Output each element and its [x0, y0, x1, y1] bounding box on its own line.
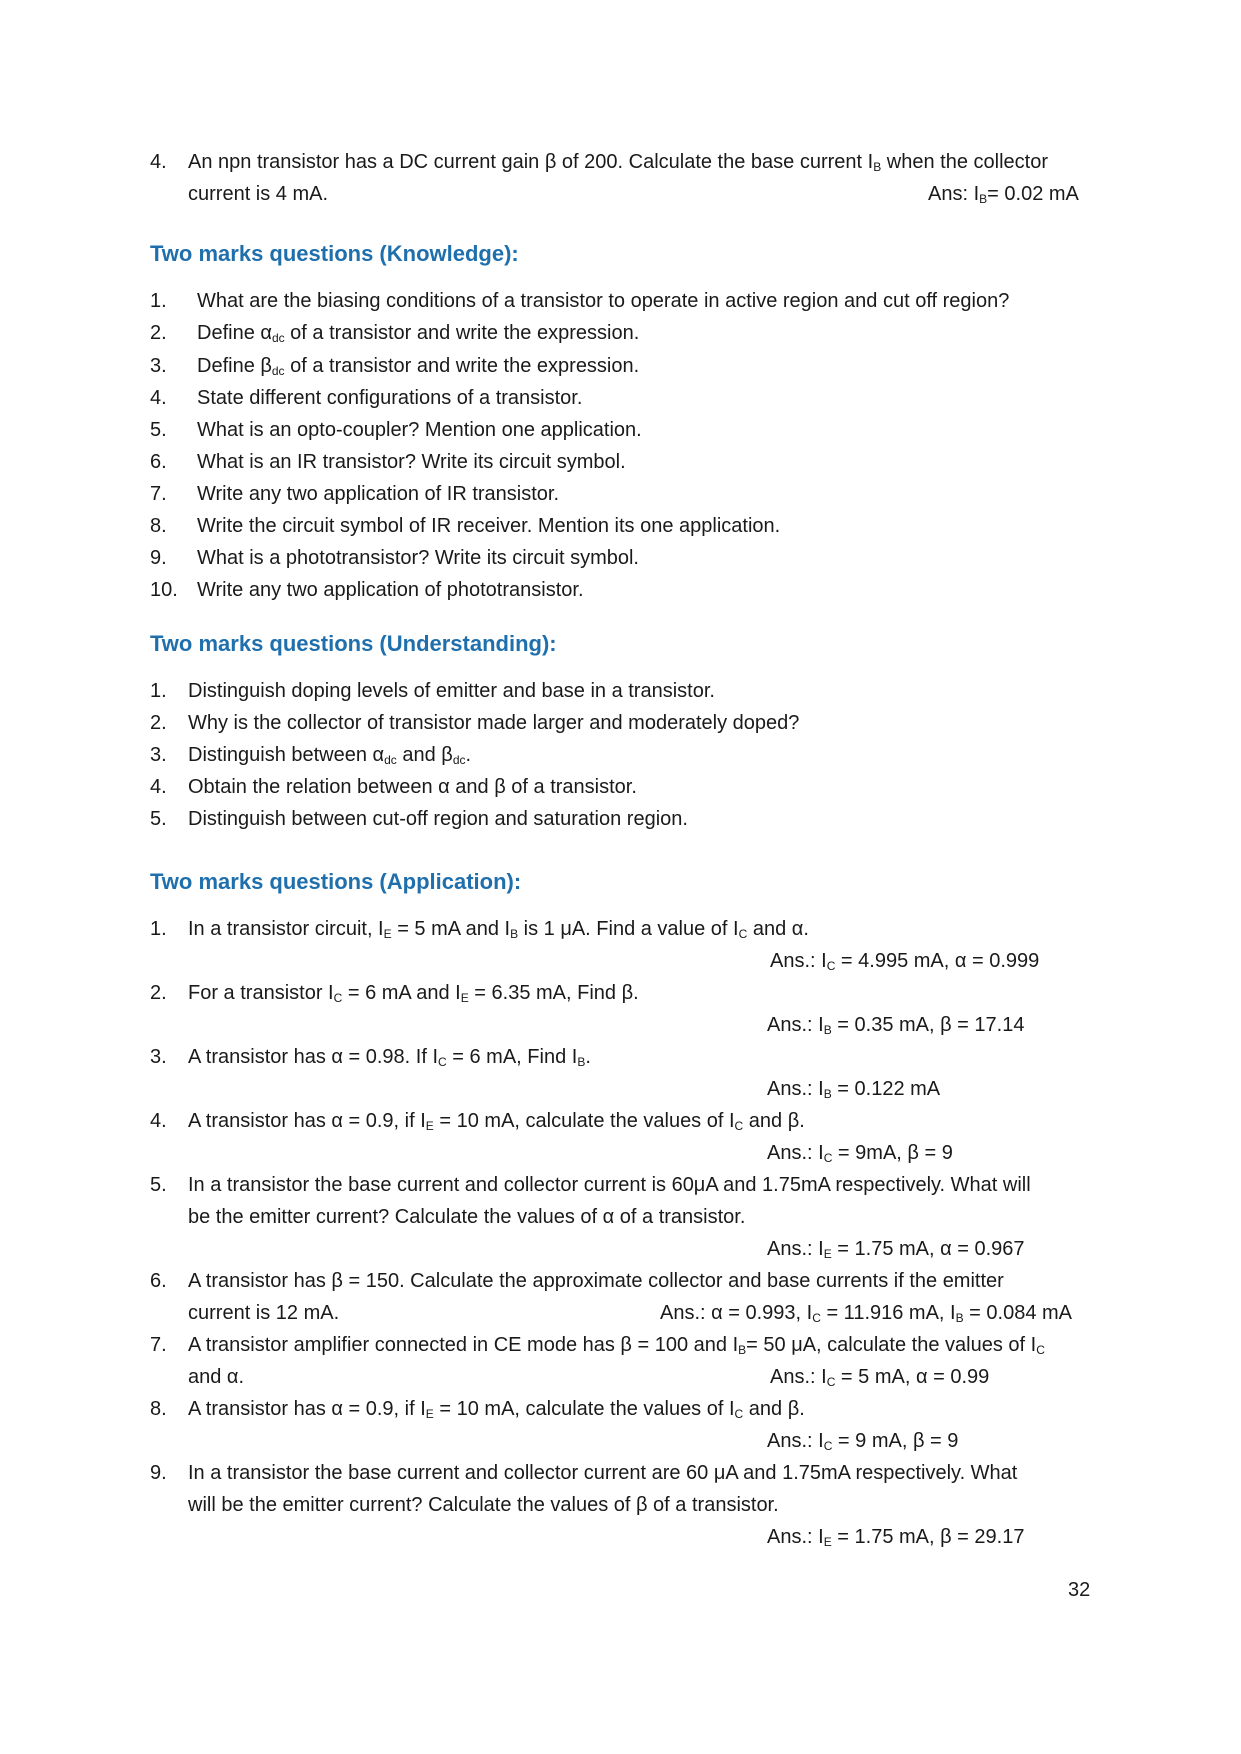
list-item: 6. What is an IR transistor? Write its circuit symbol.	[150, 451, 626, 473]
list-item: 7. A transistor amplifier connected in CE mode has β = 100 and $I_B= 50$ μA, calculate the values of $I_C$	[150, 1334, 1045, 1357]
list-item: 8. A transistor has α = 0.9, if $I_E = 10$ mA, calculate the values of $I_C$ and β.	[150, 1398, 805, 1421]
answer: Ans.: $I_C = 5$ mA, α = 0.99	[770, 1366, 990, 1389]
list-item: 3. Distinguish between $\alpha_{dc}$ and $\beta_{dc}$.	[150, 744, 472, 767]
list-item: 5. Distinguish between cut-off region and saturation region.	[150, 808, 688, 830]
question-text: An npn transistor has a DC current gain β of 200. Calculate the base current $I_B$ when the collector	[188, 151, 1048, 174]
page-number: 32	[1068, 1579, 1091, 1601]
heading-knowledge: Two marks questions (Knowledge):	[150, 241, 519, 266]
answer: Ans.: $I_C = 9mA$, β = 9	[767, 1142, 953, 1165]
list-item-cont: will be the emitter current? Calculate the values of β of a transistor.	[188, 1494, 779, 1516]
list-item: 9. In a transistor the base current and collector current are 60 μA and 1.75mA respectively. What	[150, 1462, 1018, 1484]
question-number: 4.	[150, 151, 167, 173]
answer: Ans.: $I_B = 0.35$ mA, β = 17.14	[767, 1014, 1025, 1037]
question-text: current is 4 mA.	[188, 183, 329, 205]
answer: Ans.: α = 0.993, $I_C = 11.916$ mA, $I_B = 0.084$ mA	[660, 1302, 1073, 1325]
list-item: 3. Define $\beta_{dc}$ of a transistor and write the expression.	[150, 355, 640, 378]
list-item: 1. Distinguish doping levels of emitter and base in a transistor.	[150, 680, 715, 702]
question-top-4	[150, 146, 1090, 178]
list-item: 6. A transistor has β = 150. Calculate the approximate collector and base currents if the emitter	[150, 1270, 1004, 1292]
list-item: 2. For a transistor $I_C = 6$ mA and $I_E = 6.35$ mA, Find β.	[150, 982, 639, 1005]
list-item: 5. In a transistor the base current and collector current is 60μA and 1.75mA respectively. What will	[150, 1174, 1031, 1196]
list-item: 2. Why is the collector of transistor made larger and moderately doped?	[150, 712, 800, 734]
list-item: 8. Write the circuit symbol of IR receiver. Mention its one application.	[150, 515, 781, 537]
list-item: 10. Write any two application of phototransistor.	[150, 579, 584, 601]
list-item: 3. A transistor has α = 0.98. If $I_C = 6$ mA, Find $I_B$.	[150, 1046, 591, 1069]
list-item: 1. In a transistor circuit, $I_E = 5$ mA and $I_B$ is 1 μA. Find a value of $I_C$ and α.	[150, 918, 809, 941]
answer: Ans.: $I_C = 4.995$ mA, α = 0.999	[770, 950, 1040, 973]
answer: Ans.: $I_B = 0.122$ mA	[767, 1078, 941, 1101]
list-item-cont: be the emitter current? Calculate the values of α of a transistor.	[188, 1206, 746, 1228]
list-item: 4. State different configurations of a transistor.	[150, 387, 583, 409]
list-item: 4. A transistor has α = 0.9, if $I_E = 10$ mA, calculate the values of $I_C$ and β.	[150, 1110, 805, 1133]
answer-top-4: Ans: $I_B= 0.02$ mA	[928, 183, 1079, 206]
list-item: 2. Define $\alpha_{dc}$ of a transistor and write the expression.	[150, 322, 640, 345]
answer: Ans.: $I_E = 1.75$ mA, β = 29.17	[767, 1526, 1025, 1549]
list-item: 5. What is an opto-coupler? Mention one application.	[150, 419, 642, 441]
list-item: 1. What are the biasing conditions of a transistor to operate in active region and cut off region?	[150, 290, 1010, 312]
list-item-cont: current is 12 mA.	[188, 1302, 340, 1324]
answer: Ans.: $I_C = 9$ mA, β = 9	[767, 1430, 959, 1453]
list-item-cont: and α.	[188, 1366, 245, 1388]
answer: Ans.: $I_E = 1.75$ mA, α = 0.967	[767, 1238, 1025, 1261]
list-item: 9. What is a phototransistor? Write its circuit symbol.	[150, 547, 639, 569]
list-item: 7. Write any two application of IR transistor.	[150, 483, 560, 505]
heading-application: Two marks questions (Application):	[150, 869, 522, 894]
list-item: 4. Obtain the relation between α and β of a transistor.	[150, 776, 637, 798]
heading-understanding: Two marks questions (Understanding):	[150, 631, 557, 656]
